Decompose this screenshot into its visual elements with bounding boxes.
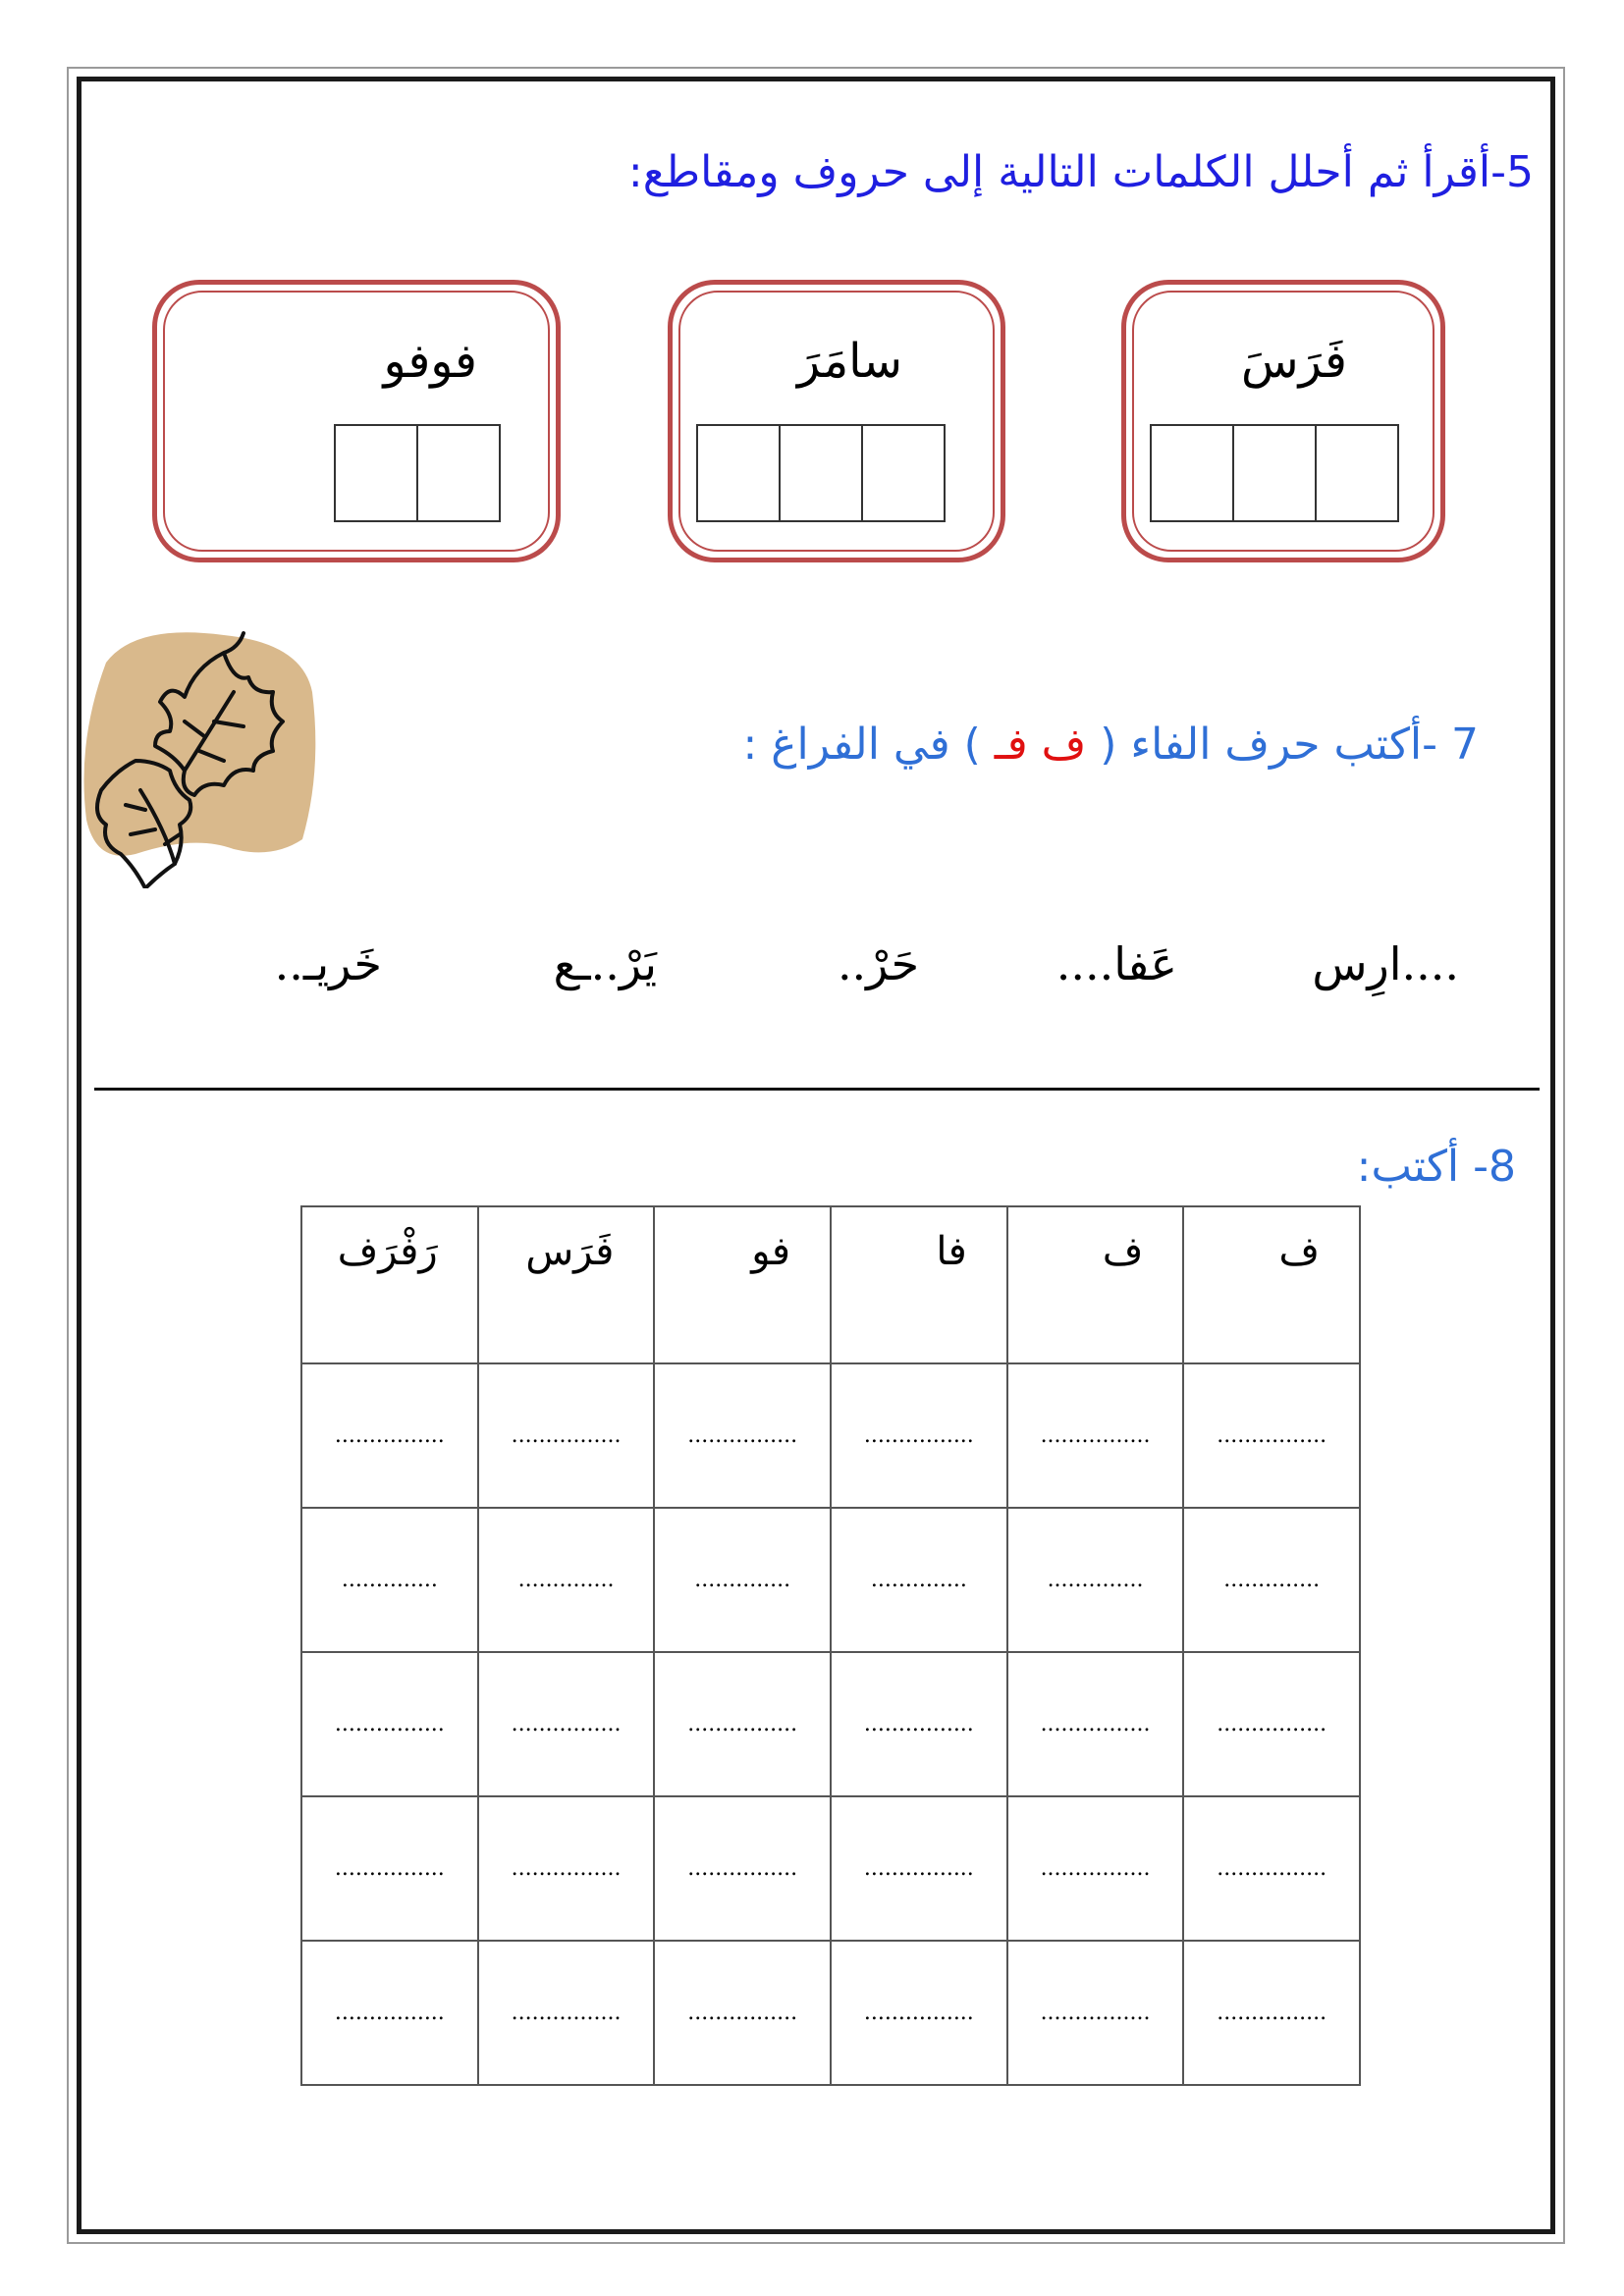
- q7-heading-suffix: ) في الفراغ :: [742, 720, 981, 770]
- q7-heading: [742, 720, 1479, 770]
- card-word: سامَرَ: [796, 334, 902, 389]
- table-row: [301, 1363, 1360, 1508]
- writing-practice-table: [300, 1205, 1361, 2086]
- section-divider: [94, 1088, 1540, 1091]
- writing-cell[interactable]: ................: [654, 1363, 831, 1508]
- letter-boxes: [696, 424, 946, 522]
- writing-cell[interactable]: ................: [1007, 1796, 1184, 1941]
- writing-cell[interactable]: ..............: [831, 1508, 1007, 1652]
- fill-word[interactable]: يَرْ..ـع: [553, 937, 657, 990]
- writing-cell[interactable]: ..............: [654, 1508, 831, 1652]
- fill-word[interactable]: ....ارِس: [1312, 937, 1459, 990]
- word-card-samar: [668, 280, 1005, 562]
- table-header-cell: فو: [654, 1206, 831, 1363]
- writing-cell[interactable]: ................: [301, 1796, 478, 1941]
- table-header-cell: فا: [831, 1206, 1007, 1363]
- letter-box[interactable]: [861, 424, 946, 522]
- writing-cell[interactable]: ................: [1183, 1796, 1360, 1941]
- q7-heading-prefix: 7 -أكتب حرف الفاء (: [1100, 720, 1479, 770]
- writing-cell[interactable]: ................: [654, 1941, 831, 2085]
- writing-cell[interactable]: ................: [478, 1941, 655, 2085]
- writing-cell[interactable]: ................: [478, 1796, 655, 1941]
- table-row: [301, 1796, 1360, 1941]
- letter-box[interactable]: [779, 424, 863, 522]
- letter-boxes: [334, 424, 501, 522]
- letter-box[interactable]: [334, 424, 418, 522]
- table-row: [301, 1941, 1360, 2085]
- word-card-faras: [1121, 280, 1445, 562]
- fill-word[interactable]: عَفا....: [1056, 937, 1177, 990]
- writing-cell[interactable]: ................: [654, 1652, 831, 1796]
- table-header-cell: ف: [1183, 1206, 1360, 1363]
- letter-box[interactable]: [1315, 424, 1399, 522]
- writing-cell[interactable]: ..............: [1183, 1508, 1360, 1652]
- letter-box[interactable]: [1232, 424, 1317, 522]
- writing-cell[interactable]: ................: [831, 1652, 1007, 1796]
- table-header-cell: رَفْرَف: [301, 1206, 478, 1363]
- writing-cell[interactable]: ................: [1183, 1941, 1360, 2085]
- writing-cell[interactable]: ................: [478, 1363, 655, 1508]
- q5-heading: 5-أقرأ ثم أحلل الكلمات التالية إلى حروف ومقاطع:: [627, 147, 1534, 197]
- writing-cell[interactable]: ................: [1007, 1941, 1184, 2085]
- writing-cell[interactable]: ................: [301, 1363, 478, 1508]
- writing-cell[interactable]: ................: [478, 1652, 655, 1796]
- card-word: فَرَسَ: [1240, 334, 1347, 389]
- autumn-leaves-icon: [77, 623, 322, 888]
- fill-word[interactable]: خَريـ..: [274, 937, 382, 990]
- letter-box[interactable]: [1150, 424, 1234, 522]
- writing-cell[interactable]: ................: [1183, 1652, 1360, 1796]
- table-row: [301, 1652, 1360, 1796]
- fill-word[interactable]: حَرْ..: [837, 937, 919, 990]
- writing-cell[interactable]: ................: [831, 1796, 1007, 1941]
- writing-cell[interactable]: ................: [831, 1363, 1007, 1508]
- letter-box[interactable]: [696, 424, 781, 522]
- writing-cell[interactable]: ................: [654, 1796, 831, 1941]
- writing-cell[interactable]: ................: [831, 1941, 1007, 2085]
- writing-cell[interactable]: ................: [1183, 1363, 1360, 1508]
- writing-cell[interactable]: ................: [301, 1941, 478, 2085]
- table-header-row: [301, 1206, 1360, 1363]
- card-word: فوفو: [383, 334, 477, 389]
- writing-cell[interactable]: ..............: [1007, 1508, 1184, 1652]
- table-header-cell: فَرَس: [478, 1206, 655, 1363]
- table-row: [301, 1508, 1360, 1652]
- writing-cell[interactable]: ................: [1007, 1652, 1184, 1796]
- q7-letters: ف فـ: [980, 720, 1101, 770]
- word-card-fofo: [152, 280, 561, 562]
- table-header-cell: ف: [1007, 1206, 1184, 1363]
- writing-cell[interactable]: ................: [301, 1652, 478, 1796]
- letter-box[interactable]: [416, 424, 501, 522]
- fill-in-words-row: [0, 937, 1624, 1006]
- letter-boxes: [1150, 424, 1399, 522]
- q8-heading: 8- أكتب:: [1356, 1142, 1516, 1192]
- writing-cell[interactable]: ................: [1007, 1363, 1184, 1508]
- writing-cell[interactable]: ..............: [301, 1508, 478, 1652]
- writing-cell[interactable]: ..............: [478, 1508, 655, 1652]
